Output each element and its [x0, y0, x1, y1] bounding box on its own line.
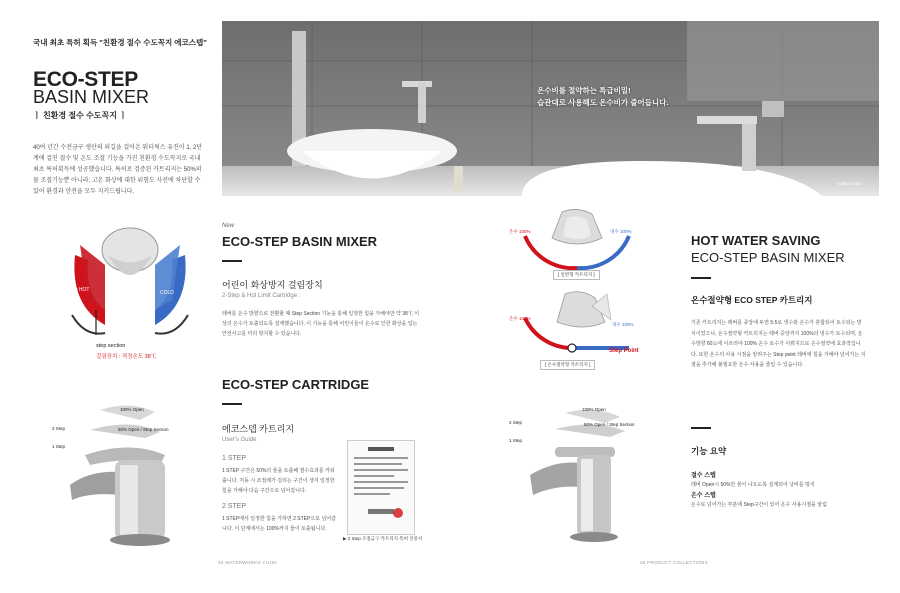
- section-title-cartridge: ECO-STEP CARTRIDGE: [222, 377, 370, 392]
- summary-item-2-desc: 온수로 넘어가는 부분에 Step구간이 있어 온수 사용시점을 알림: [691, 502, 827, 508]
- page-title-line2: BASIN MIXER: [33, 87, 150, 107]
- standard-cartridge-label: [ 일반형 카트리지 ]: [553, 270, 600, 280]
- step2-body: 1 STEP에서 일정한 힘을 가하면 2 STEP으로 넘어갑니다. 이 단계에서는 100%까지 물이 토출됩니다.: [222, 516, 336, 532]
- patent-certificate-image: [347, 440, 415, 535]
- cold-100-label-2: 냉수 100%: [612, 322, 634, 327]
- summary-item-2: 온수 스텝: [691, 493, 716, 499]
- kicker-text: 국내 최초 특허 획득 "친환경 절수 수도꼭지 에코스텝": [33, 38, 207, 47]
- hot-saving-cartridge-label: [ 온수절약형 카트리지 ]: [540, 360, 595, 370]
- hot-100-label: 온수 100%: [509, 229, 531, 234]
- step2-label-right: 2 Step: [509, 420, 523, 425]
- open-50-label: 50% Open / Step Section: [118, 427, 169, 432]
- section-divider: [222, 260, 242, 262]
- new-tag: New: [222, 223, 235, 229]
- hot-label: very HOT: [68, 287, 90, 293]
- right-divider: [691, 277, 711, 279]
- open-100-label: 100% Open: [120, 407, 144, 412]
- intro-paragraph: 40여 년간 수전금구 생산의 외길을 걸어온 워터웍스 유진이 1, 2단계에 걸친 절수 및 온도 조절 기능을 가진 친환경 수도꼭지로 국내 최초 특허획득에 성공했습니다. 특허로 검증된 카트리지는 50%의 물 조절기능뿐 아니라, 고온 화상에 대한 위험도 사전에 차단할 수 있어 환경과 안전을 모두 지키드립니다.: [33, 145, 203, 195]
- section-body: 레버를 온수 방향으로 전환할 때 Step Section 기능을 통해 일정한 힘을 가해야만 약 38℃ 이상의 온수가 토출되도록 설계했습니다. 이 기능을 통해 어린이들이 온수로 인한 화상을 입는 안전사고를 미리 방지할 수 있습니다.: [222, 311, 420, 337]
- summary-item-1: 절수 스텝: [691, 473, 716, 479]
- section-divider: [222, 403, 242, 405]
- hot-limit-label: 걸림장치 : 적정온도 38℃: [96, 354, 157, 360]
- step-point-label: Step Point: [609, 348, 639, 354]
- cartridge-heading-sub: User's Guide: [222, 437, 257, 443]
- step1-label-right: 1 Step: [509, 438, 523, 443]
- certificate-illustration: [348, 441, 414, 534]
- open-100-label-right: 100% Open: [582, 407, 606, 412]
- step1-label: 1 Step: [52, 444, 66, 449]
- summary-item-1-desc: 레버 Open시 50%만 물이 나오도록 설계되어 낭비를 방지: [691, 482, 815, 488]
- cold-label: COLD: [160, 290, 174, 296]
- lever-knob-diagram: [60, 215, 200, 370]
- certificate-caption: ▶ 2 Step 조절금구 카트리지 특허 인증서: [343, 536, 423, 541]
- photo-credit: yujin21.com: [838, 181, 863, 186]
- knob-illustration: [60, 215, 200, 345]
- subtitle-tag: ㅣ 친환경 절수 수도꼭지 ㅣ: [33, 111, 127, 120]
- summary-divider: [691, 427, 711, 429]
- section-title-basin-mixer: ECO-STEP BASIN MIXER: [222, 234, 378, 249]
- page-title: ECO-STEP: [33, 68, 138, 91]
- section-heading: 어린이 화상방지 걸림장치: [222, 280, 323, 290]
- footer-right: 35 PRODUCT COLLECTIONS: [640, 560, 709, 565]
- photo-caption-line2: 습관대로 사용해도 온수비가 줄어듭니다.: [537, 98, 669, 107]
- step1-body: 1 STEP 구간은 50%의 물을 토출해 절수효과를 카워줍니다. 처동 시 조절레가 걸리는 구간이 생겨 일정한 힘을 가해야 다음 구간으로 넘어갑니다.: [222, 468, 335, 494]
- standard-cartridge-dial: [507, 208, 642, 270]
- right-title-line1: HOT WATER SAVING: [691, 233, 821, 248]
- step2-label: 2 Step: [52, 426, 66, 431]
- right-subheading: 온수절약형 ECO STEP 카트리지: [691, 295, 813, 305]
- right-body: 기존 카트리지는 레버를 중앙에 두면 5:5로 냉수와 온수가 혼합되어 토수되는 방식이었으나, 온수절약형 카트리지는 레버 중앙까지 100%의 냉수가 토수되며, 온수방향 60도에 이르러야 100% 온수 토수가 이뤄지므로 온수절약에 효과적입니다. 또한 온수의 사용 시점을 알려주는 Step point 레버에 힘을 가해야 넘어가는 지점을 추가해 불필요한 온수 사용을 줄일 수 있습니다.: [691, 320, 866, 368]
- cold-100-label: 냉수 100%: [610, 229, 632, 234]
- cartridge-heading: 에코스텝 카트리지: [222, 424, 295, 434]
- photo-caption: [537, 85, 669, 109]
- step2-heading: 2 STEP: [222, 503, 247, 510]
- step-section-label: step section: [96, 343, 126, 349]
- open-50-label-right: 50% Open / Step Section: [584, 422, 635, 427]
- summary-heading: 기능 요약: [691, 446, 727, 456]
- footer-left: 34 WATERWORKS YUJIN: [218, 560, 277, 565]
- step1-heading: 1 STEP: [222, 455, 247, 462]
- section-heading-sub: 2-Step & Hot Limit Cartridge :: [222, 293, 301, 299]
- hot-100-label-2: 온수 100%: [509, 316, 531, 321]
- faucet-left-illustration: [60, 400, 200, 550]
- photo-caption-line1: 온수비를 절약하는 특급비밀!: [537, 86, 631, 95]
- right-title-line2: ECO-STEP BASIN MIXER: [691, 250, 845, 265]
